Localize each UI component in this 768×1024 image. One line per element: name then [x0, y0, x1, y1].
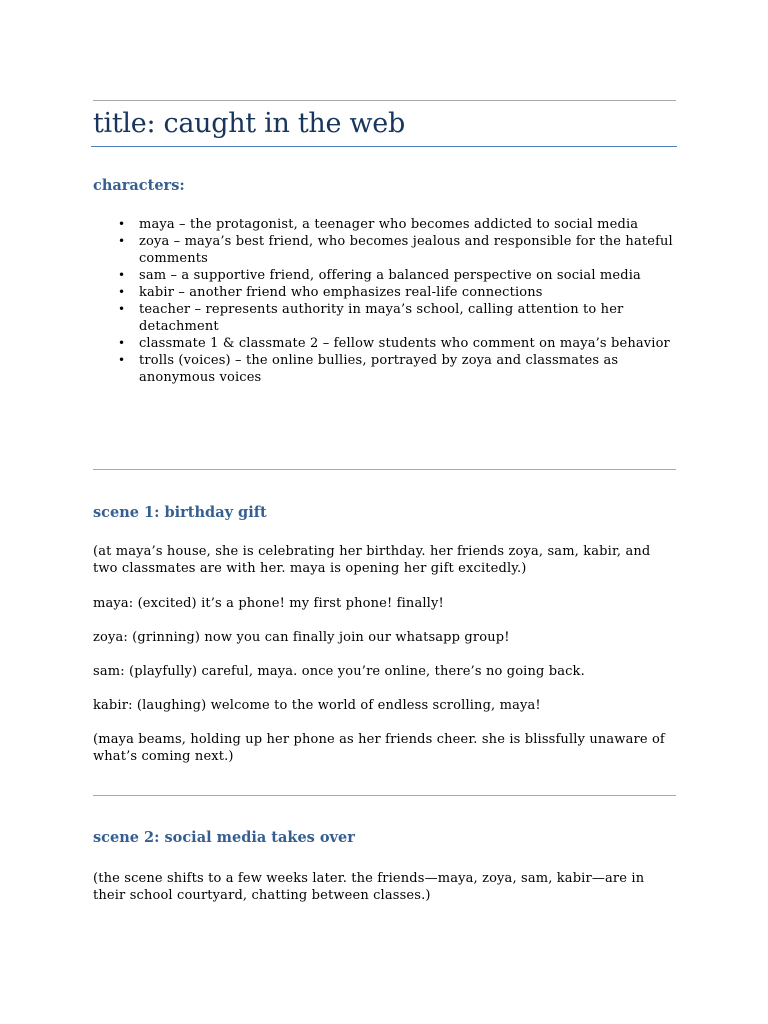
characters-list: [93, 216, 676, 386]
list-item: [93, 335, 676, 352]
character-text: classmate 1 & classmate 2 – fellow students who comment on maya’s behavior: [139, 336, 670, 351]
character-text: teacher – represents authority in maya’s school, calling attention to her detachment: [139, 302, 624, 334]
scene-1-paragraph: kabir: (laughing) welcome to the world of endless scrolling, maya!: [93, 698, 541, 713]
scene-1-paragraph: (at maya’s house, she is celebrating her birthday. her friends zoya, sam, kabir, and two classmates are with her. maya is opening her gift excitedly.): [93, 544, 651, 576]
list-item: [93, 352, 676, 386]
bullet-icon: •: [118, 234, 126, 248]
scene-1-paragraph: sam: (playfully) careful, maya. once you’re online, there’s no going back.: [93, 664, 585, 679]
character-text: sam – a supportive friend, offering a balanced perspective on social media: [139, 268, 641, 283]
scene-2-paragraph: (the scene shifts to a few weeks later. the friends—maya, zoya, sam, kabir—are in their school courtyard, chatting between classes.): [93, 871, 645, 903]
scene-1-heading: scene 1: birthday gift: [93, 504, 267, 521]
scene-1-paragraph: zoya: (grinning) now you can finally join our whatsapp group!: [93, 630, 510, 645]
character-text: zoya – maya’s best friend, who becomes jealous and responsible for the hateful comments: [139, 234, 673, 266]
list-item: [93, 284, 676, 301]
scene-1-paragraph: maya: (excited) it’s a phone! my first phone! finally!: [93, 596, 444, 611]
section-divider: [93, 469, 676, 470]
section-divider: [93, 795, 676, 796]
bullet-icon: •: [118, 302, 126, 316]
bullet-icon: •: [118, 353, 126, 367]
characters-heading: characters:: [93, 177, 185, 194]
list-item: [93, 233, 676, 267]
scene-2-heading: scene 2: social media takes over: [93, 829, 355, 846]
character-text: maya – the protagonist, a teenager who becomes addicted to social media: [139, 217, 639, 232]
list-item: [93, 216, 676, 233]
character-text: trolls (voices) – the online bullies, portrayed by zoya and classmates as anonymous voices: [139, 353, 619, 385]
title-underline: [91, 146, 677, 147]
document-title: title: caught in the web: [93, 108, 405, 139]
bullet-icon: •: [118, 217, 126, 231]
scene-1-paragraph: (maya beams, holding up her phone as her friends cheer. she is blissfully unaware of what’s coming next.): [93, 732, 665, 764]
list-item: [93, 301, 676, 335]
list-item: [93, 267, 676, 284]
top-rule: [93, 100, 676, 101]
bullet-icon: •: [118, 268, 126, 282]
character-text: kabir – another friend who emphasizes real-life connections: [139, 285, 543, 300]
bullet-icon: •: [118, 285, 126, 299]
bullet-icon: •: [118, 336, 126, 350]
